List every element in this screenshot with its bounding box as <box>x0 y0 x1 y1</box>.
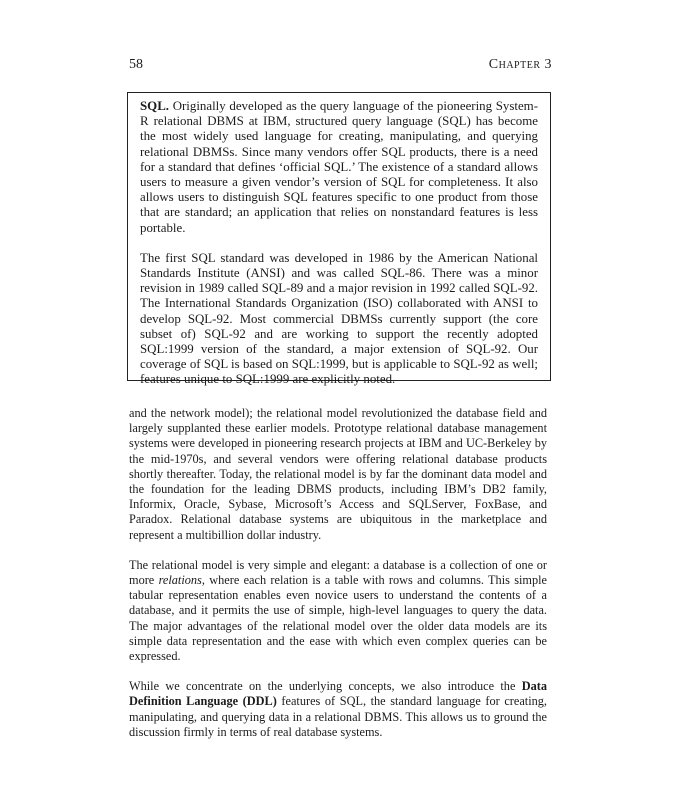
page-number: 58 <box>129 57 143 72</box>
body-paragraph-3 <box>129 679 547 740</box>
body-paragraph-3-start: While we concentrate on the underlying concepts, we also introduce the <box>129 679 522 694</box>
sidebar-paragraph-1 <box>140 99 538 236</box>
body-paragraph-2-end: , where each relation is a table with rows and columns. This simple tabular representation enables even novice users to understand the contents of a database, and it permits the use of simple, high-level languages to query the data. The major advantages of the relational model over the older data models are its simple data representation and the ease with which even complex queries can be expressed. <box>129 573 547 664</box>
sidebar-term: SQL. <box>140 99 170 113</box>
body-paragraph-2-start: The relational model is very simple and elegant: a database is a collection of one or more <box>129 557 547 588</box>
chapter-label: Chapter 3 <box>488 57 552 72</box>
relations-term: relations <box>158 573 202 588</box>
body-paragraph-3-end: features of SQL, the standard language for creating, manipulating, and querying data in a relational DBMS. This allows us to ground the discussion firmly in terms of real database systems. <box>129 694 547 739</box>
body-paragraph-2 <box>129 558 547 664</box>
sidebar-paragraph-1-text: Originally developed as the query language of the pioneering System-R relational DBMS at IBM, structured query language (SQL) has become the most widely used language for creating, manipulating, and querying relational DBMSs. Since many vendors offer SQL products, there is a need for a standard that defines ‘official SQL.’ The existence of a standard allows users to measure a given vendor’s version of SQL for completeness. It also allows users to distinguish SQL features specific to one product from those that are standard; an application that relies on nonstandard features is less portable. <box>140 99 538 235</box>
sidebar-paragraph-2: The first SQL standard was developed in 1986 by the American National Standards Institute (ANSI) and was called SQL-86. There was a minor revision in 1989 called SQL-89 and a major revision in 1992 called SQL-92. The International Standards Organization (ISO) collaborated with ANSI to develop SQL-92. Most commercial DBMSs currently support (the core subset of) SQL-92 and are working to support the recently adopted SQL:1999 version of the standard, a major extension of SQL-92. Our coverage of SQL is based on SQL:1999, but is applicable to SQL-92 as well; features unique to SQL:1999 are explicitly noted. <box>140 250 538 387</box>
ddl-term: Data Definition Language (DDL) <box>129 679 547 709</box>
body-paragraph-1: and the network model); the relational model revolutionized the database field and largely supplanted these earlier models. Prototype relational database management systems were developed in pioneering research projects at IBM and UC-Berkeley by the mid-1970s, and several vendors were offering relational database products shortly thereafter. Today, the relational model is by far the dominant data model and the foundation for the leading DBMS products, including IBM’s DB2 family, Informix, Oracle, Sybase, Microsoft’s Access and SQLServer, FoxBase, and Paradox. Relational database systems are ubiquitous in the marketplace and represent a multibillion dollar industry. <box>129 406 547 542</box>
sql-sidebar-box <box>127 92 551 387</box>
body-text <box>129 406 547 740</box>
